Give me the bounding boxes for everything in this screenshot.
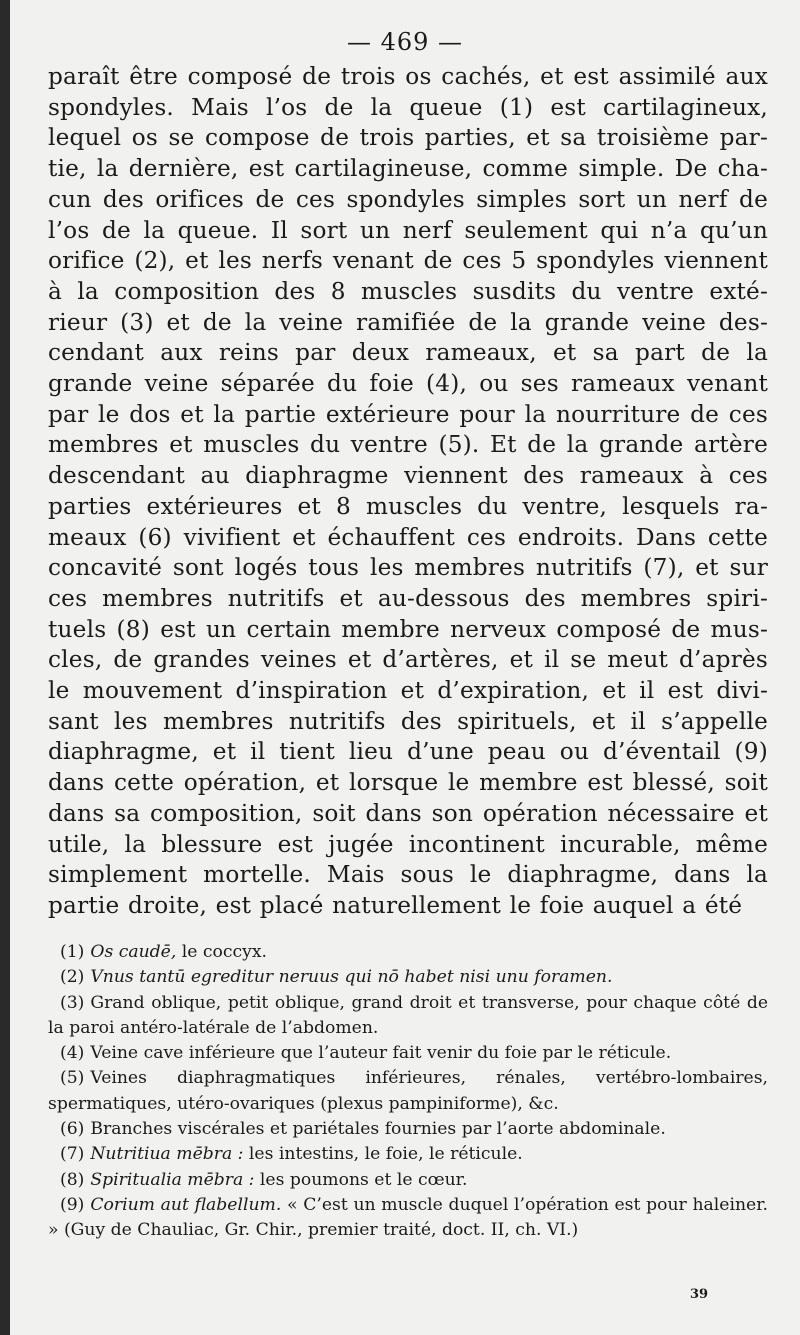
body-line: diaphragme, et il tient lieu d’une peau ou d’éventail (9) (48, 738, 768, 766)
footnote (48, 1066, 768, 1117)
body-text (48, 62, 768, 922)
body-line: simplement mortelle. Mais sous le diaphragme, dans la (48, 861, 768, 889)
body-line: le mouvement d’inspiration et d’expiration, et il est divi- (48, 677, 768, 705)
body-line: partie droite, est placé naturellement le foie auquel a été (48, 891, 743, 919)
body-line: tuels (8) est un certain membre nerveux composé de mus- (48, 615, 768, 643)
footnote-number: (2) (60, 967, 85, 988)
footnote-latin: Os caudē, (90, 942, 177, 962)
body-line: descendant au diaphragme viennent des rameaux à ces (48, 462, 768, 490)
footnote-latin: Nutritiua mēbra : (90, 1144, 244, 1165)
footnote-number: (7) (60, 1144, 85, 1165)
footnote (48, 1117, 768, 1142)
body-line: paraît être composé de trois os cachés, et est assimilé aux (48, 63, 768, 90)
body-line: cendant aux reins par deux rameaux, et sa part de la (48, 339, 768, 367)
body-line: cun des orifices de ces spondyles simples sort un nerf de (48, 185, 768, 213)
footnote (48, 1168, 768, 1193)
footnote-text: les intestins, le foie, le réticule. (243, 1144, 523, 1165)
footnote-number: (6) (60, 1119, 85, 1140)
body-line: tie, la dernière, est cartilagineuse, comme simple. De cha- (48, 155, 768, 183)
body-line: parties extérieures et 8 muscles du ventre, lesquels ra- (48, 492, 768, 520)
body-line: grande veine séparée du foie (4), ou ses rameaux venant (48, 370, 768, 398)
body-line: meaux (6) vivifient et échauffent ces endroits. Dans cette (48, 523, 768, 551)
footnote (48, 1193, 768, 1244)
footnote-text: les poumons et le cœur. (254, 1169, 468, 1190)
body-line: membres et muscles du ventre (5). Et de la grande artère (48, 431, 768, 459)
footnote (48, 1041, 768, 1066)
body-line: sant les membres nutritifs des spirituels, et il s’appelle (48, 707, 768, 735)
body-line: dans cette opération, et lorsque le membre est blessé, soit (48, 769, 768, 797)
footnote-text: Veines diaphragmatiques inférieures, rénales, vertébro-lombaires, spermatiques, utéro-ovariques (plexus pampiniforme), &c. (48, 1068, 768, 1114)
body-line: utile, la blessure est jugée incontinent incurable, même (48, 830, 768, 858)
footnote-text: « C’est un muscle duquel l’opération est pour haleiner. » (Guy de Chauliac, Gr. Chir., premier traité, doct. II, ch. VI.) (48, 1194, 768, 1241)
footnote-text: Branches viscérales et pariétales fournies par l’aorte abdominale. (90, 1119, 666, 1140)
body-line: concavité sont logés tous les membres nutritifs (7), et sur (48, 554, 768, 582)
footnote-number: (8) (60, 1169, 85, 1190)
footnote-number: (5) (60, 1068, 85, 1089)
body-line: orifice (2), et les nerfs venant de ces 5 spondyles viennent (48, 247, 768, 275)
footnote-latin: Spiritualia mēbra : (90, 1169, 255, 1190)
footnote-text: Veine cave inférieure que l’auteur fait venir du foie par le réticule. (90, 1043, 672, 1064)
body-line: cles, de grandes veines et d’artères, et il se meut d’après (48, 646, 768, 674)
footnote-text: le coccyx. (176, 942, 268, 962)
body-line: spondyles. Mais l’os de la queue (1) est cartilagineux, (48, 93, 768, 121)
body-line: lequel os se compose de trois parties, et sa troisième par- (48, 124, 768, 152)
body-line: ces membres nutritifs et au-dessous des membres spiri- (48, 584, 768, 612)
footnote-latin: Corium aut flabellum. (90, 1194, 282, 1215)
footnote-text: Grand oblique, petit oblique, grand droit et transverse, pour chaque côté de la paroi antéro-latérale de l’abdomen. (48, 992, 768, 1038)
footnote (48, 940, 768, 965)
footnote (48, 1142, 768, 1167)
body-line: rieur (3) et de la veine ramifiée de la grande veine des- (48, 308, 768, 336)
footnote-number: (4) (60, 1043, 85, 1064)
signature-mark: 39 (690, 1287, 709, 1302)
body-line: par le dos et la partie extérieure pour la nourriture de ces (48, 400, 768, 428)
body-line: à la composition des 8 muscles susdits du ventre exté- (48, 277, 768, 305)
body-line: l’os de la queue. Il sort un nerf seulement qui n’a qu’un (48, 216, 768, 244)
footnote-number: (3) (60, 992, 85, 1013)
page-number: — 469 — (346, 28, 464, 56)
footnotes (48, 940, 768, 1244)
body-line: dans sa composition, soit dans son opération nécessaire et (48, 799, 768, 827)
footnote-number: (9) (60, 1194, 85, 1215)
footnote (48, 991, 768, 1042)
footnote-latin: Vnus tantū egreditur neruus qui nō habet nisi unu foramen. (90, 967, 613, 988)
footnote (48, 965, 768, 990)
footnote-number: (1) (60, 942, 85, 962)
